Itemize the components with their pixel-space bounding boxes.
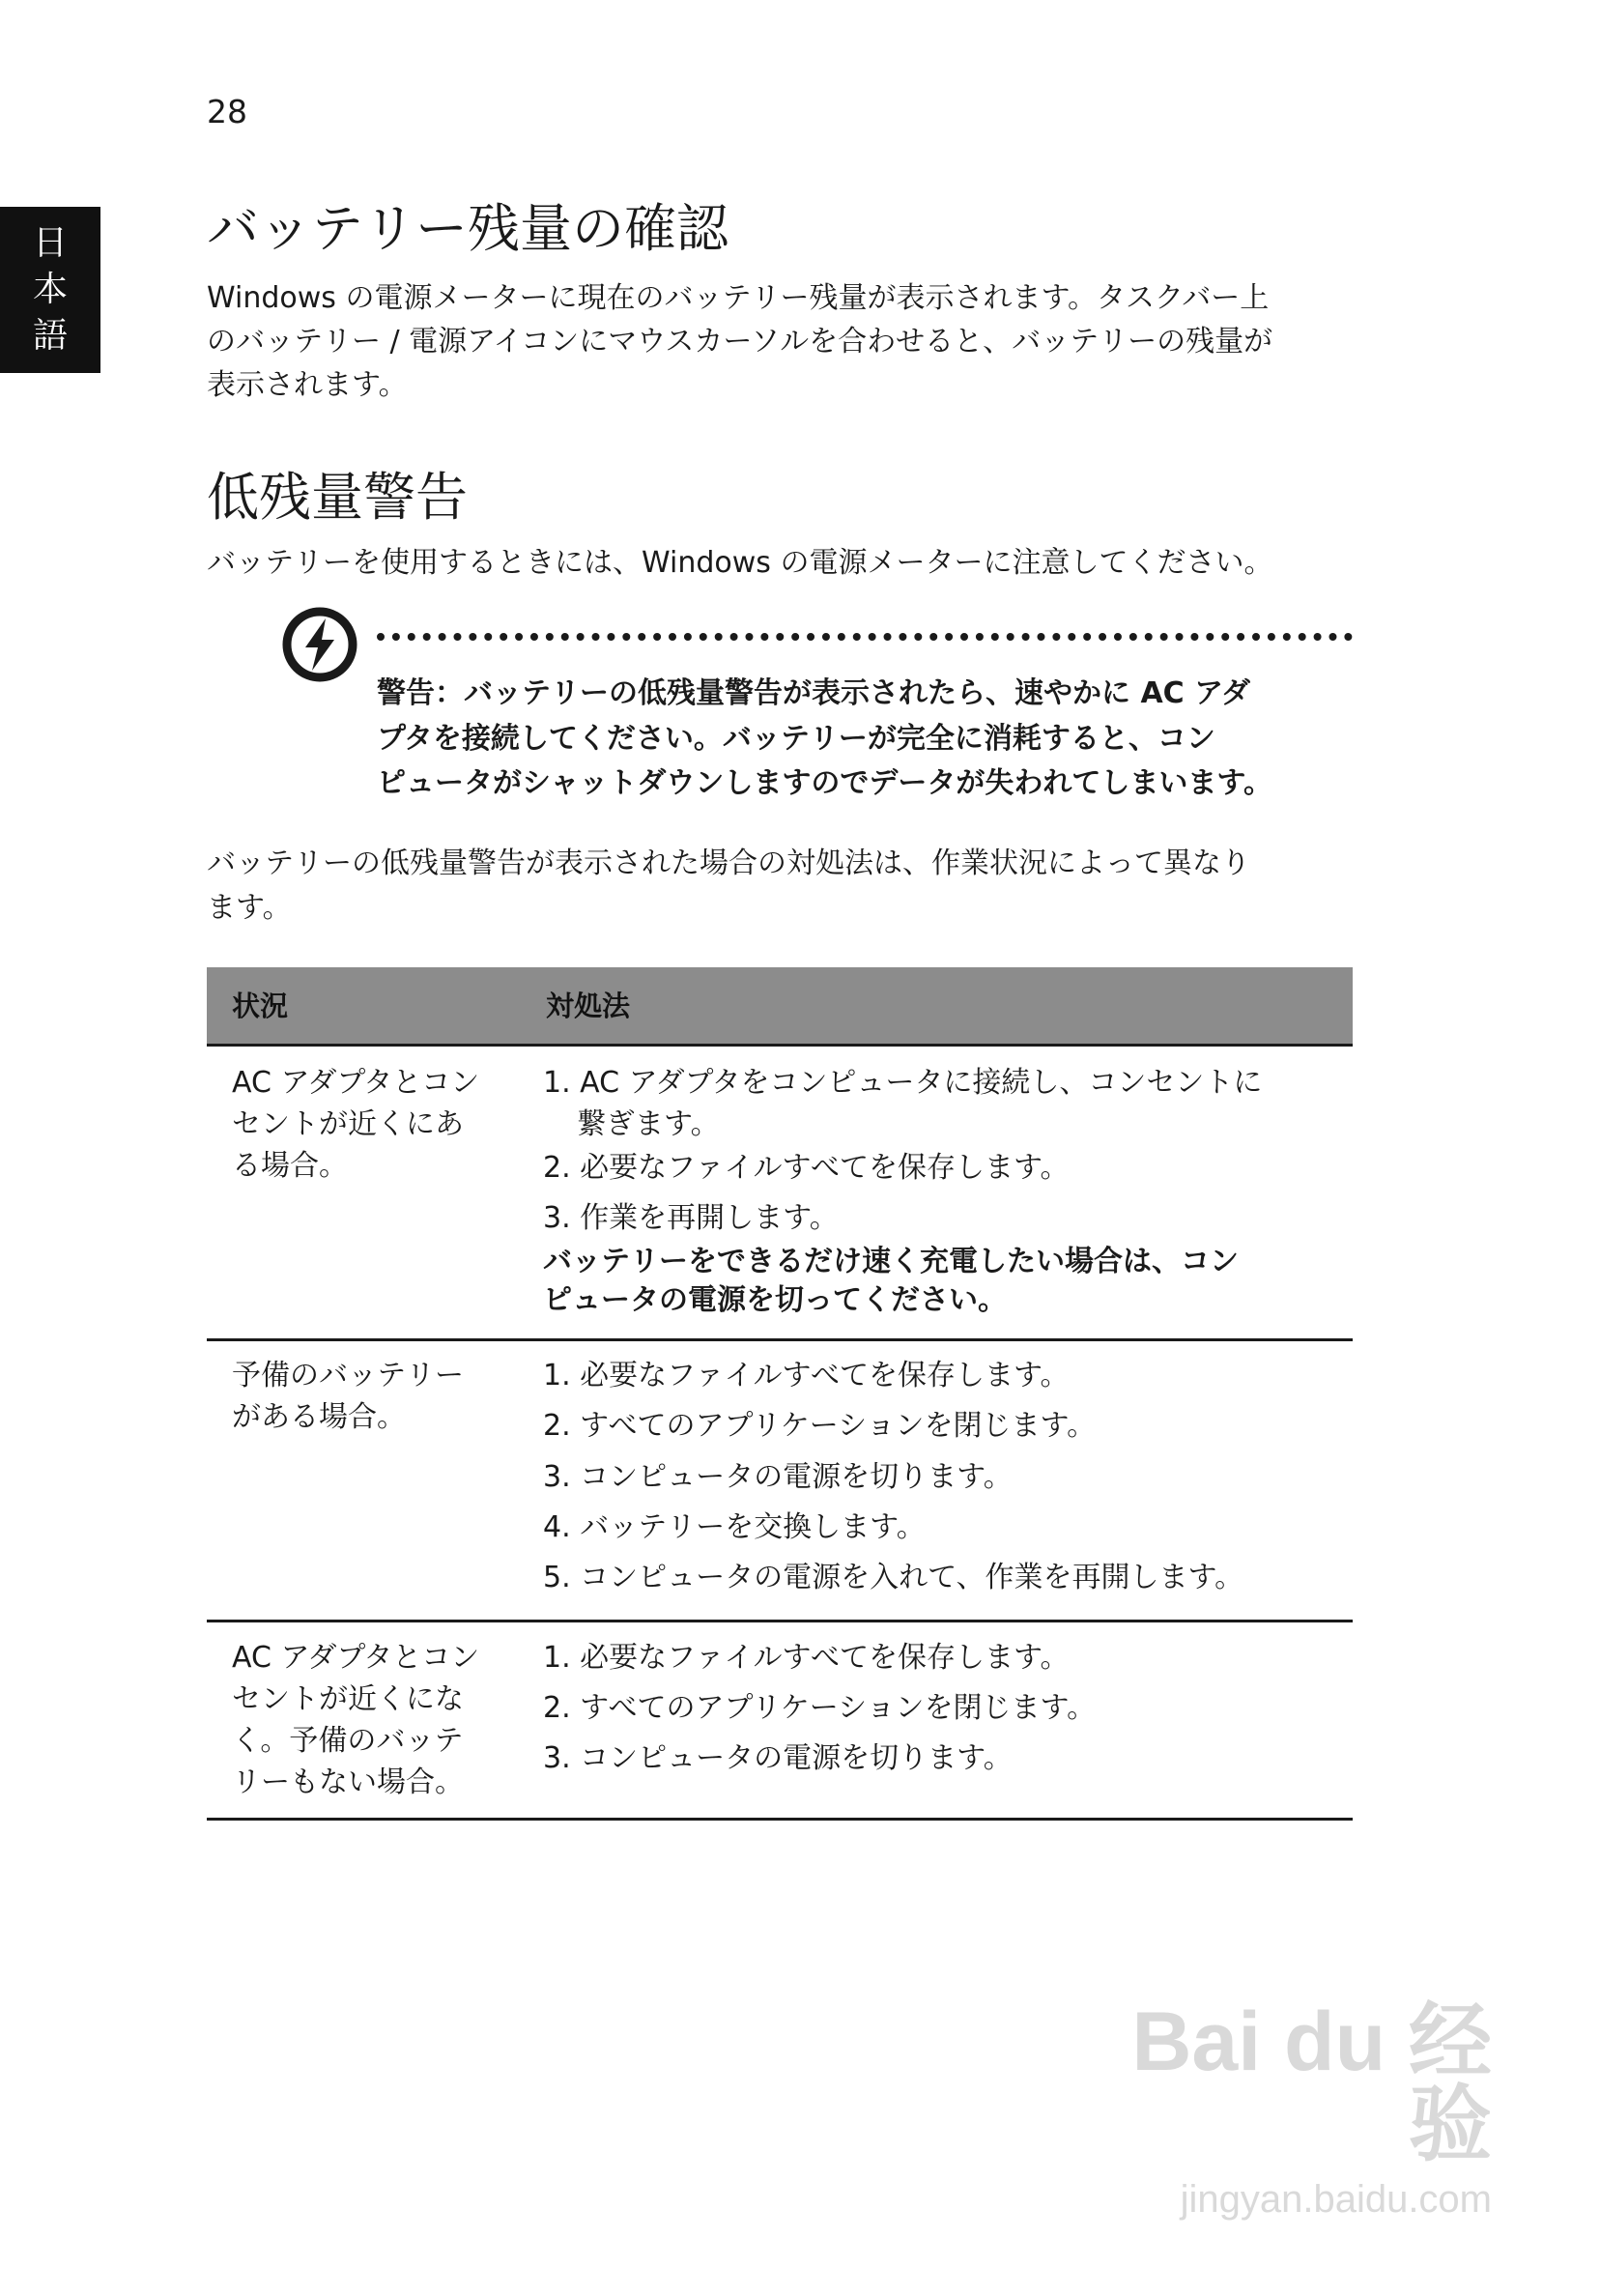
warning-line: ピュータがシャットダウンしますのでデータが失われてしまいます。 (377, 766, 1272, 800)
row2-step: 3. コンピュータの電源を切ります。 (543, 1460, 1013, 1494)
row2-step: 2. すべてのアプリケーションを閉じます。 (543, 1409, 1097, 1443)
warning-line: プタを接続してください。バッテリーが完全に消耗すると、コン (377, 722, 1215, 756)
row3-step: 2. すべてのアプリケーションを閉じます。 (543, 1691, 1097, 1725)
row1-step: 1. AC アダプタをコンピュータに接続し、コンセントに (543, 1066, 1263, 1100)
row2-step: 5. コンピュータの電源を入れて、作業を再開します。 (543, 1561, 1244, 1594)
row1-situation-line: る場合。 (232, 1149, 348, 1183)
paragraph-line: バッテリーを使用するときには、Windows の電源メーターに注意してください。 (207, 546, 1273, 580)
row1-step: 3. 作業を再開します。 (543, 1201, 839, 1235)
language-tab-char: 日 (32, 223, 68, 263)
table-rule (207, 1338, 1353, 1341)
row2-situation-line: がある場合。 (232, 1400, 406, 1434)
paragraph-line: バッテリーの低残量警告が表示された場合の対処法は、作業状況によって異なり (207, 847, 1250, 880)
table-header-situation: 状況 (232, 990, 289, 1022)
page-number: 28 (207, 93, 247, 130)
table-header (207, 967, 1353, 1045)
section-heading-low-battery: 低残量警告 (207, 467, 468, 528)
row1-note: バッテリーをできるだけ速く充電したい場合は、コン (543, 1245, 1239, 1278)
warning-line: 警告：バッテリーの低残量警告が表示されたら、速やかに AC アダ (377, 676, 1251, 710)
baidu-watermark (1086, 1995, 1492, 2221)
row2-step: 4. バッテリーを交換します。 (543, 1510, 926, 1544)
paragraph-line: 表示されます。 (207, 368, 408, 402)
language-tab-char: 語 (32, 316, 68, 356)
table-rule (207, 1044, 1353, 1047)
row3-situation-line: AC アダプタとコン (232, 1641, 480, 1675)
row1-situation-line: AC アダプタとコン (232, 1066, 480, 1100)
row1-note: ピュータの電源を切ってください。 (543, 1283, 1007, 1317)
table-header-action: 対処法 (546, 990, 631, 1022)
row3-step: 1. 必要なファイルすべてを保存します。 (543, 1641, 1070, 1675)
row1-step: 繋ぎます。 (577, 1107, 720, 1141)
row3-situation-line: く。予備のバッテ (232, 1724, 464, 1758)
table-rule (207, 1818, 1353, 1821)
warning-icon (280, 605, 359, 684)
warning-divider (377, 633, 1353, 641)
language-tab (0, 207, 100, 373)
language-tab-char: 本 (32, 270, 68, 309)
row3-situation-line: セントが近くにな (232, 1682, 464, 1716)
paragraph-line: のバッテリー / 電源アイコンにマウスカーソルを合わせると、バッテリーの残量が (207, 325, 1273, 359)
section-heading-battery-level: バッテリー残量の確認 (207, 198, 729, 259)
row1-situation-line: セントが近くにあ (232, 1107, 464, 1141)
row3-situation-line: リーもない場合。 (232, 1765, 464, 1799)
watermark-url: jingyan.baidu.com (1180, 2178, 1492, 2221)
row3-step: 3. コンピュータの電源を切ります。 (543, 1741, 1013, 1775)
row1-step: 2. 必要なファイルすべてを保存します。 (543, 1151, 1070, 1185)
table-rule (207, 1620, 1353, 1622)
paragraph-line: Windows の電源メーターに現在のバッテリー残量が表示されます。タスクバー上 (207, 281, 1270, 315)
watermark-logo: Bai du 经验 (1131, 1995, 1492, 2171)
paragraph-line: ます。 (207, 891, 292, 925)
row2-situation-line: 予備のバッテリー (232, 1359, 464, 1392)
row2-step: 1. 必要なファイルすべてを保存します。 (543, 1359, 1070, 1392)
